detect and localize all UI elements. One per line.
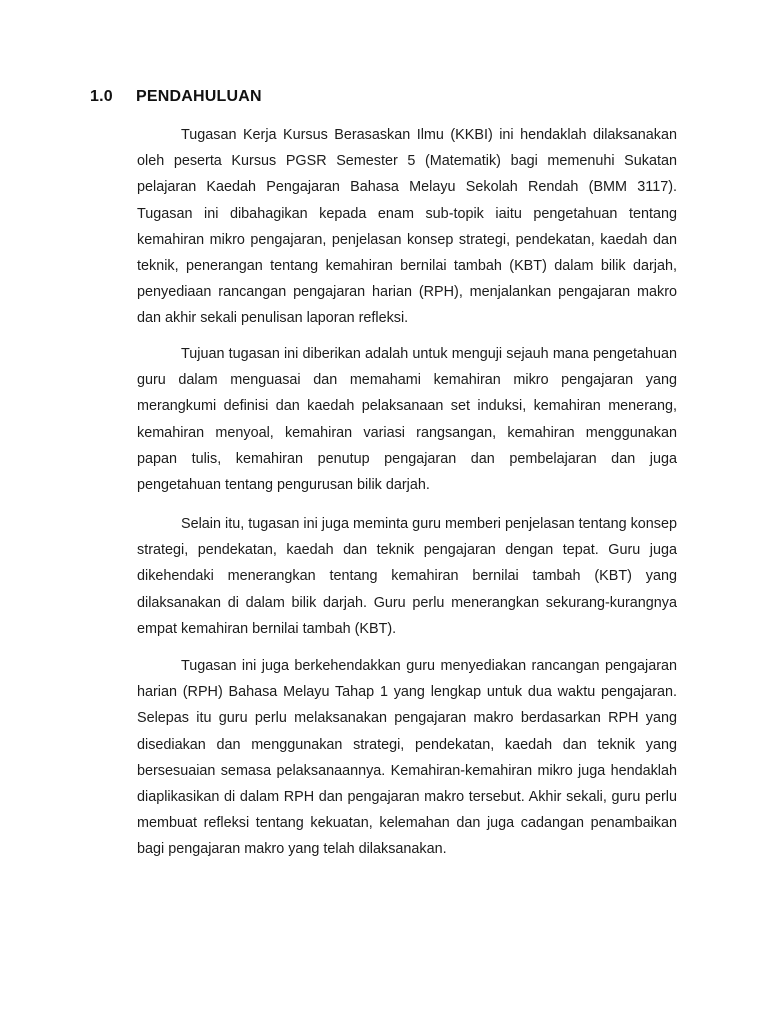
paragraph-2: Tujuan tugasan ini diberikan adalah untuk menguji sejauh mana pengetahuan guru dalam menguasai dan memahami kemahiran mikro pengajaran yang merangkumi definisi dan kaedah pelaksanaan set induksi, kemahiran menerang, kemahiran menyoal, kemahiran variasi rangsangan, kemahiran menggunakan papan tulis, kemahiran penutup pengajaran dan pembelajaran dan juga pengetahuan tentang pengurusan bilik darjah. <box>137 346 677 494</box>
paragraph-block <box>137 122 677 342</box>
paragraph-block <box>137 653 677 873</box>
paragraph-block <box>137 341 677 508</box>
section-number: 1.0 <box>90 88 113 105</box>
paragraph-1: Tugasan Kerja Kursus Berasaskan Ilmu (KKBI) ini hendaklah dilaksanakan oleh peserta Kursus PGSR Semester 5 (Matematik) bagi memenuhi Sukatan pelajaran Kaedah Pengajaran Bahasa Melayu Sekolah Rendah (BMM 3117). Tugasan ini dibahagikan kepada enam sub-topik iaitu pengetahuan tentang kemahiran mikro pengajaran, penjelasan konsep strategi, pendekatan, kaedah dan teknik, penerangan tentang kemahiran bernilai tambah (KBT) dalam bilik darjah, penyediaan rancangan pengajaran harian (RPH), menjalankan pengajaran makro dan akhir sekali penulisan laporan refleksi. <box>137 127 677 327</box>
paragraph-4: Tugasan ini juga berkehendakkan guru menyediakan rancangan pengajaran harian (RPH) Bahasa Melayu Tahap 1 yang lengkap untuk dua waktu pengajaran. Selepas itu guru perlu melaksanakan pengajaran makro berdasarkan RPH yang disediakan dan menggunakan strategi, pendekatan, kaedah dan teknik yang bersesuaian semasa pelaksanaannya. Kemahiran-kemahiran mikro juga hendaklah diaplikasikan di dalam RPH dan pengajaran makro tersebut. Akhir sekali, guru perlu membuat refleksi tentang kekuatan, kelemahan dan juga cadangan penambaikan bagi pengajaran makro yang telah dilaksanakan. <box>137 658 677 858</box>
paragraph-block <box>137 511 677 652</box>
section-title: PENDAHULUAN <box>136 88 262 105</box>
paragraph-3: Selain itu, tugasan ini juga meminta guru memberi penjelasan tentang konsep strategi, pendekatan, kaedah dan teknik pengajaran dengan tepat. Guru juga dikehendaki menerangkan tentang kemahiran bernilai tambah (KBT) yang dilaksanakan di dalam bilik darjah. Guru perlu menerangkan sekurang-kurangnya empat kemahiran bernilai tambah (KBT). <box>137 516 677 637</box>
section-heading <box>90 88 262 106</box>
